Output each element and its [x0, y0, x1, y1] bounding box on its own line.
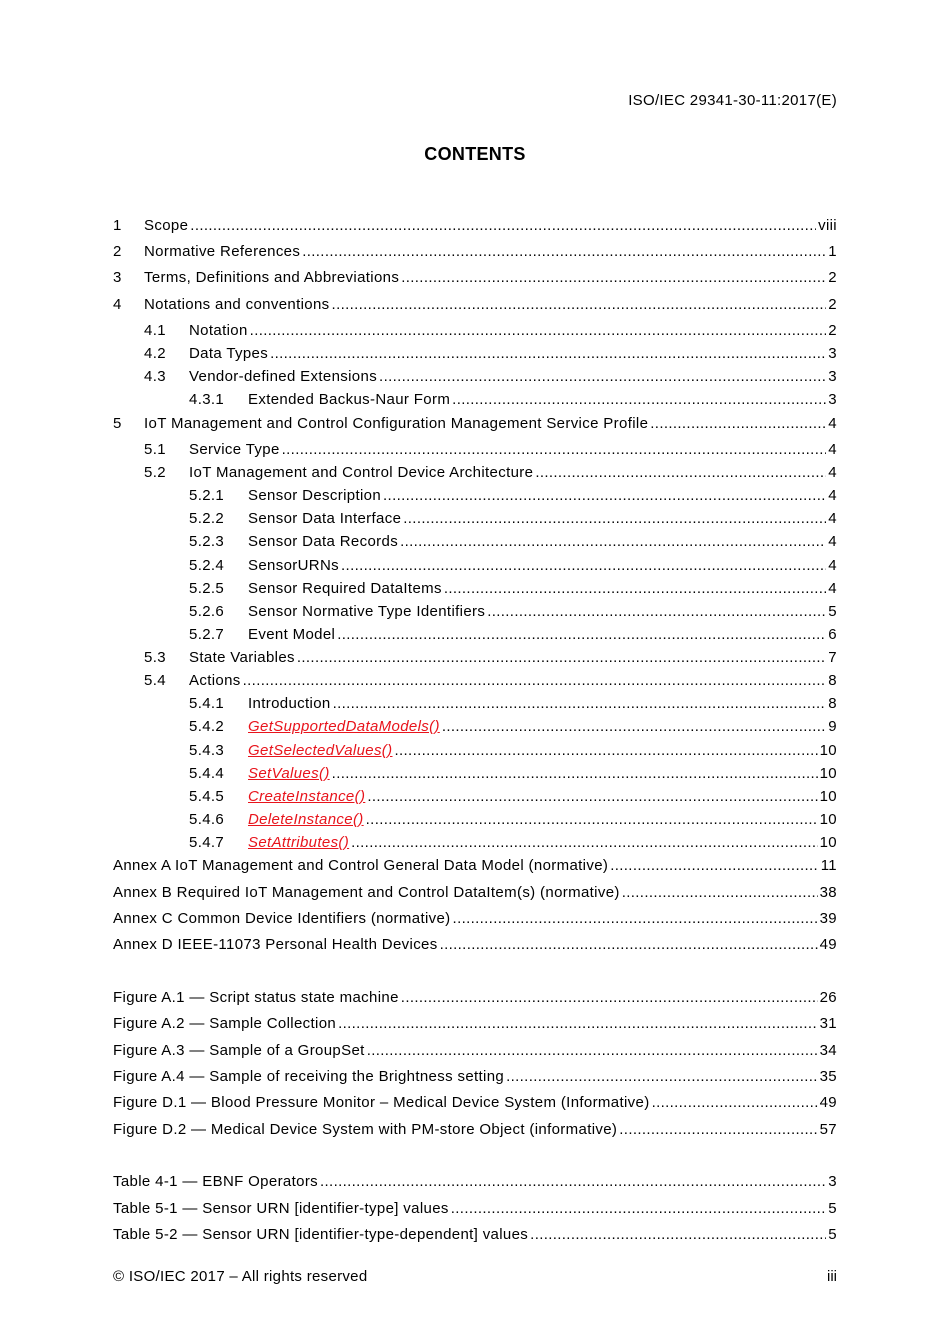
dot-leader [610, 856, 818, 876]
dot-leader [243, 671, 827, 691]
entry-number: 5.4.2 [189, 718, 225, 735]
copyright-notice: © ISO/IEC 2017 – All rights reserved [113, 1268, 368, 1285]
dot-leader [367, 787, 817, 807]
entry-page-number: 4 [828, 557, 837, 574]
dot-leader [383, 486, 826, 506]
dot-leader [652, 1093, 818, 1113]
entry-number: 4.1 [144, 322, 166, 339]
toc-entry[interactable] [189, 787, 837, 807]
toc-entry[interactable] [189, 486, 837, 506]
dot-leader [190, 216, 816, 236]
dot-leader [506, 1067, 818, 1087]
entry-title: Sensor Normative Type Identifiers [248, 603, 486, 620]
entry-page-number: 11 [820, 857, 837, 874]
dot-leader [332, 295, 827, 315]
entry-number: 5.2.2 [189, 510, 225, 527]
figure-entry[interactable] [113, 1067, 837, 1087]
dot-leader [338, 1014, 818, 1034]
entry-number: 5.4.1 [189, 695, 225, 712]
entry-page-number: 5 [828, 603, 837, 620]
toc-entry[interactable] [113, 883, 837, 903]
dot-leader [333, 694, 827, 714]
entry-title: Extended Backus-Naur Form [248, 391, 451, 408]
entry-page-number: 57 [819, 1121, 837, 1138]
toc-entry[interactable] [189, 833, 837, 853]
dot-leader [366, 810, 818, 830]
dot-leader [250, 321, 827, 341]
toc-entry[interactable] [144, 440, 837, 460]
entry-title: Annex B Required IoT Management and Control DataItem(s) (normative) [113, 884, 620, 901]
entry-page-number: 6 [828, 626, 837, 643]
dot-leader [451, 1199, 827, 1219]
entry-page-number: 3 [828, 1173, 837, 1190]
entry-title: Table 4-1 — EBNF Operators [113, 1173, 319, 1190]
entry-title-link[interactable]: SetAttributes() [248, 834, 350, 851]
entry-title: Normative References [144, 243, 301, 260]
entry-page-number: viii [818, 217, 837, 234]
toc-entry[interactable] [189, 741, 837, 761]
dot-leader [442, 717, 826, 737]
entry-number: 5.2.1 [189, 487, 225, 504]
entry-page-number: 10 [819, 788, 837, 805]
dot-leader [535, 463, 826, 483]
dot-leader [401, 268, 826, 288]
entry-title: Figure D.1 — Blood Pressure Monitor – Medical Device System (Informative) [113, 1094, 650, 1111]
entry-title: Sensor Data Records [248, 533, 399, 550]
toc-entry[interactable] [144, 671, 837, 691]
entry-page-number: 4 [828, 441, 837, 458]
entry-title: IoT Management and Control Configuration Management Service Profile [144, 415, 649, 432]
entry-page-number: 49 [819, 1094, 837, 1111]
dot-leader [282, 440, 827, 460]
toc-entry[interactable] [189, 556, 837, 576]
dot-leader [367, 1041, 818, 1061]
entry-title: SensorURNs [248, 557, 340, 574]
entry-page-number: 3 [828, 391, 837, 408]
entry-page-number: 8 [828, 672, 837, 689]
toc-entry[interactable] [189, 602, 837, 622]
entry-title: IoT Management and Control Device Architecture [189, 464, 534, 481]
page-title: CONTENTS [424, 144, 526, 164]
entry-title-link[interactable]: SetValues() [248, 765, 330, 782]
toc-entry[interactable] [189, 694, 837, 714]
entry-number: 5.2 [144, 464, 166, 481]
dot-leader [332, 764, 818, 784]
entry-title: Sensor Required DataItems [248, 580, 442, 597]
toc-entry[interactable] [113, 414, 837, 434]
toc-entry[interactable] [113, 242, 837, 262]
dot-leader [395, 741, 818, 761]
dot-leader [487, 602, 826, 622]
entry-page-number: 7 [828, 649, 837, 666]
entry-title: Introduction [248, 695, 331, 712]
entry-number: 1 [113, 217, 122, 234]
entry-page-number: 10 [819, 811, 837, 828]
entry-title: Vendor-defined Extensions [189, 368, 378, 385]
entry-page-number: 35 [819, 1068, 837, 1085]
toc-entry[interactable] [113, 856, 837, 876]
entry-number: 5.4.6 [189, 811, 225, 828]
dot-leader [341, 556, 826, 576]
entry-page-number: 31 [819, 1015, 837, 1032]
toc-entry[interactable] [113, 268, 837, 288]
table-entry[interactable] [113, 1172, 837, 1192]
table-entry[interactable] [113, 1199, 837, 1219]
toc-entry[interactable] [144, 344, 837, 364]
toc-entry[interactable] [189, 390, 837, 410]
entry-page-number: 2 [828, 322, 837, 339]
entry-number: 5.4.5 [189, 788, 225, 805]
dot-leader [401, 988, 818, 1008]
entry-number: 5.4.3 [189, 742, 225, 759]
entry-number: 5.3 [144, 649, 166, 666]
figure-entry[interactable] [113, 1120, 837, 1140]
entry-page-number: 2 [828, 296, 837, 313]
entry-page-number: 4 [828, 464, 837, 481]
dot-leader [270, 344, 826, 364]
dot-leader [622, 883, 818, 903]
toc-entry[interactable] [113, 295, 837, 315]
entry-title-link[interactable]: CreateInstance() [248, 788, 366, 805]
entry-number: 3 [113, 269, 122, 286]
entry-title: Sensor Description [248, 487, 382, 504]
entry-page-number: 10 [819, 834, 837, 851]
toc-entry[interactable] [189, 532, 837, 552]
dot-leader [453, 909, 818, 929]
entry-number: 5 [113, 415, 122, 432]
dot-leader [302, 242, 826, 262]
entry-page-number: 26 [819, 989, 837, 1006]
dot-leader [650, 414, 826, 434]
entry-number: 5.4.4 [189, 765, 225, 782]
entry-title: State Variables [189, 649, 295, 666]
page-number: iii [827, 1268, 837, 1285]
dot-leader [403, 509, 826, 529]
dot-leader [379, 367, 826, 387]
dot-leader [337, 625, 826, 645]
dot-leader [530, 1225, 826, 1245]
entry-title: Figure D.2 — Medical Device System with PM-store Object (informative) [113, 1121, 618, 1138]
entry-page-number: 4 [828, 415, 837, 432]
entry-page-number: 9 [828, 718, 837, 735]
entry-title: Event Model [248, 626, 336, 643]
dot-leader [351, 833, 817, 853]
entry-title: Annex A IoT Management and Control General Data Model (normative) [113, 857, 609, 874]
entry-title: Annex C Common Device Identifiers (normative) [113, 910, 451, 927]
toc-entry[interactable] [189, 579, 837, 599]
document-identifier: ISO/IEC 29341-30-11:2017(E) [628, 92, 837, 109]
entry-title-link[interactable]: GetSelectedValues() [248, 742, 393, 759]
dot-leader [619, 1120, 817, 1140]
dot-leader [444, 579, 826, 599]
entry-page-number: 49 [819, 936, 837, 953]
toc-entry[interactable] [113, 935, 837, 955]
entry-title-link[interactable]: DeleteInstance() [248, 811, 364, 828]
entry-number: 5.2.4 [189, 557, 225, 574]
toc-entry[interactable] [144, 321, 837, 341]
entry-number: 5.2.6 [189, 603, 225, 620]
dot-leader [440, 935, 818, 955]
toc-entry[interactable] [189, 810, 837, 830]
entry-page-number: 5 [828, 1200, 837, 1217]
toc-entry[interactable] [113, 909, 837, 929]
figure-entry[interactable] [113, 1093, 837, 1113]
entry-title: Scope [144, 217, 189, 234]
entry-number: 4.2 [144, 345, 166, 362]
entry-number: 4.3 [144, 368, 166, 385]
entry-title: Actions [189, 672, 241, 689]
toc-entry[interactable] [189, 764, 837, 784]
toc-entry[interactable] [144, 648, 837, 668]
entry-page-number: 2 [828, 269, 837, 286]
entry-title: Notations and conventions [144, 296, 330, 313]
dot-leader [320, 1172, 826, 1192]
entry-page-number: 3 [828, 345, 837, 362]
entry-title: Table 5-2 — Sensor URN [identifier-type-dependent] values [113, 1226, 529, 1243]
dot-leader [400, 532, 826, 552]
entry-number: 5.2.3 [189, 533, 225, 550]
entry-page-number: 1 [828, 243, 837, 260]
table-entry[interactable] [113, 1225, 837, 1245]
entry-title: Notation [189, 322, 248, 339]
entry-page-number: 38 [819, 884, 837, 901]
figure-entry[interactable] [113, 1041, 837, 1061]
entry-number: 5.4 [144, 672, 166, 689]
entry-title: Figure A.4 — Sample of receiving the Brightness setting [113, 1068, 505, 1085]
dot-leader [452, 390, 826, 410]
entry-page-number: 4 [828, 533, 837, 550]
entry-page-number: 10 [819, 765, 837, 782]
toc-entry[interactable] [113, 216, 837, 236]
toc-entry[interactable] [144, 367, 837, 387]
entry-page-number: 39 [819, 910, 837, 927]
entry-title-link[interactable]: GetSupportedDataModels() [248, 718, 440, 735]
entry-page-number: 10 [819, 742, 837, 759]
entry-number: 2 [113, 243, 122, 260]
entry-title: Terms, Definitions and Abbreviations [144, 269, 400, 286]
toc-entry[interactable] [189, 717, 837, 737]
entry-title: Service Type [189, 441, 280, 458]
entry-number: 5.2.7 [189, 626, 225, 643]
entry-page-number: 3 [828, 368, 837, 385]
entry-title: Figure A.1 — Script status state machine [113, 989, 399, 1006]
entry-title: Table 5-1 — Sensor URN [identifier-type] values [113, 1200, 449, 1217]
entry-page-number: 4 [828, 580, 837, 597]
entry-title: Sensor Data Interface [248, 510, 402, 527]
figure-entry[interactable] [113, 1014, 837, 1034]
entry-number: 5.4.7 [189, 834, 225, 851]
toc-entry[interactable] [144, 463, 837, 483]
entry-number: 4 [113, 296, 122, 313]
toc-entry[interactable] [189, 625, 837, 645]
entry-page-number: 34 [819, 1042, 837, 1059]
entry-number: 5.1 [144, 441, 166, 458]
toc-entry[interactable] [189, 509, 837, 529]
entry-title: Data Types [189, 345, 269, 362]
entry-title: Annex D IEEE-11073 Personal Health Devices [113, 936, 438, 953]
entry-title: Figure A.2 — Sample Collection [113, 1015, 337, 1032]
entry-title: Figure A.3 — Sample of a GroupSet [113, 1042, 365, 1059]
entry-page-number: 8 [828, 695, 837, 712]
figure-entry[interactable] [113, 988, 837, 1008]
dot-leader [297, 648, 826, 668]
entry-number: 5.2.5 [189, 580, 225, 597]
entry-page-number: 4 [828, 510, 837, 527]
entry-number: 4.3.1 [189, 391, 225, 408]
entry-page-number: 4 [828, 487, 837, 504]
entry-page-number: 5 [828, 1226, 837, 1243]
